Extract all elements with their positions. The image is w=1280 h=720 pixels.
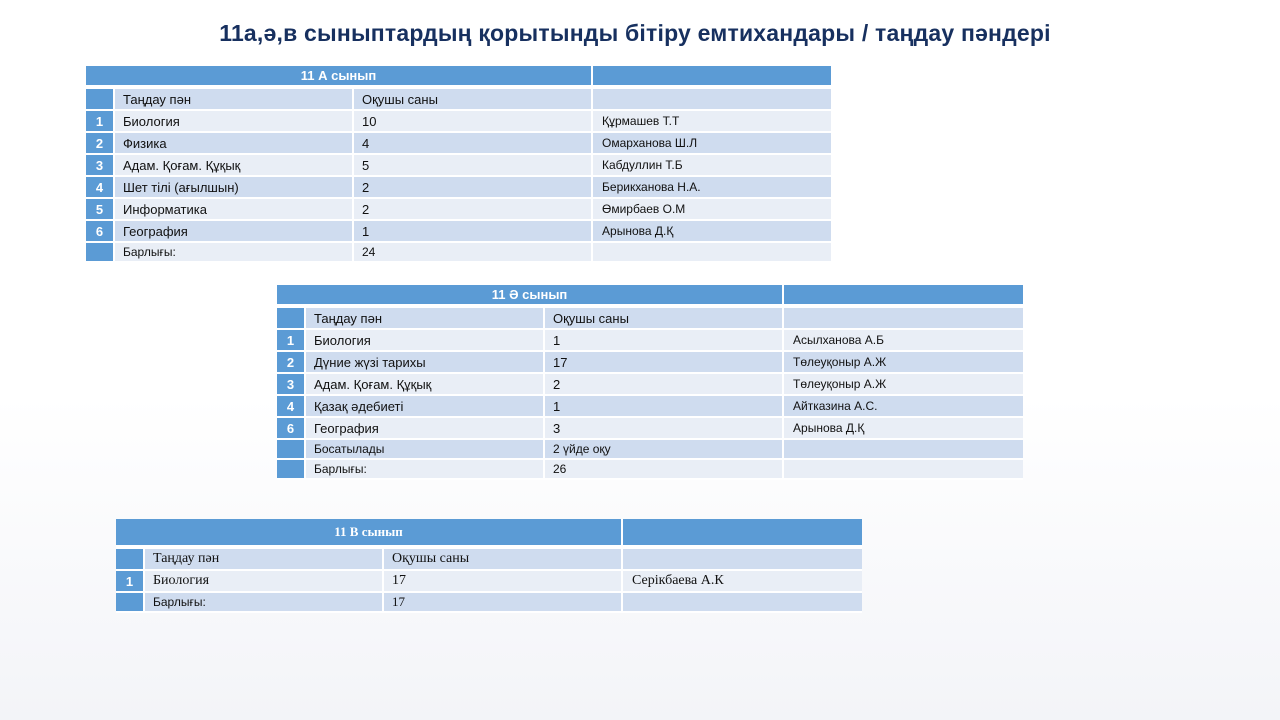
table-row	[86, 199, 831, 221]
row-number: 6	[86, 221, 115, 243]
count-cell: 17	[384, 571, 623, 593]
count-cell: 1	[545, 396, 784, 418]
subject-cell: Информатика	[115, 199, 354, 221]
row-number: 1	[86, 111, 115, 133]
count-cell: 2	[354, 177, 593, 199]
teacher-cell: Құрмашев Т.Т	[593, 111, 831, 133]
exempt-label: Босатылады	[306, 440, 545, 460]
teacher-cell: Төлеуқоныр А.Ж	[784, 374, 1023, 396]
subject-cell: География	[115, 221, 354, 243]
class-a-column-headers	[86, 89, 831, 111]
row-number: 4	[277, 396, 306, 418]
row-number: 1	[277, 330, 306, 352]
class-v-heading: 11 В сынып	[116, 519, 623, 549]
teacher-cell: Асылханова А.Б	[784, 330, 1023, 352]
teacher-cell: Арынова Д.Қ	[593, 221, 831, 243]
class-a-header-row	[86, 66, 831, 89]
teacher-cell: Кабдуллин Т.Б	[593, 155, 831, 177]
row-number: 4	[86, 177, 115, 199]
table-row	[277, 396, 1023, 418]
class-a-table	[86, 66, 831, 263]
subject-cell: Физика	[115, 133, 354, 155]
column-subject-header: Таңдау пән	[145, 549, 384, 571]
row-number: 5	[86, 199, 115, 221]
row-number: 6	[277, 418, 306, 440]
total-row	[116, 593, 862, 613]
page-title: 11а,ә,в сыныптардың қорытынды бітіру емтихандары / таңдау пәндері	[219, 20, 1051, 46]
table-row	[277, 374, 1023, 396]
total-value: 17	[384, 593, 623, 613]
class-ae-header-row	[277, 285, 1023, 308]
column-subject-header: Таңдау пән	[115, 89, 354, 111]
count-cell: 3	[545, 418, 784, 440]
total-label: Барлығы:	[145, 593, 384, 613]
class-a-heading: 11 А сынып	[86, 66, 593, 89]
class-v-table	[116, 519, 862, 613]
total-value: 24	[354, 243, 593, 263]
exempt-value: 2 үйде оқу	[545, 440, 784, 460]
table-row	[86, 133, 831, 155]
teacher-cell: Берикханова Н.А.	[593, 177, 831, 199]
class-ae-column-headers	[277, 308, 1023, 330]
row-number: 3	[277, 374, 306, 396]
column-count-header: Оқушы саны	[354, 89, 593, 111]
total-value: 26	[545, 460, 784, 480]
table-row	[86, 177, 831, 199]
row-number: 2	[86, 133, 115, 155]
subject-cell: Адам. Қоғам. Құқық	[115, 155, 354, 177]
subject-cell: Биология	[115, 111, 354, 133]
total-label: Барлығы:	[115, 243, 354, 263]
count-cell: 2	[545, 374, 784, 396]
subject-cell: Дүние жүзі тарихы	[306, 352, 545, 374]
subject-cell: Биология	[145, 571, 384, 593]
class-v-header-row	[116, 519, 862, 549]
count-cell: 10	[354, 111, 593, 133]
table-row	[277, 352, 1023, 374]
total-row	[277, 460, 1023, 480]
subject-cell: География	[306, 418, 545, 440]
subject-cell: Адам. Қоғам. Құқық	[306, 374, 545, 396]
count-cell: 5	[354, 155, 593, 177]
teacher-cell: Арынова Д.Қ	[784, 418, 1023, 440]
teacher-cell: Айтказина А.С.	[784, 396, 1023, 418]
count-cell: 1	[354, 221, 593, 243]
count-cell: 4	[354, 133, 593, 155]
column-count-header: Оқушы саны	[545, 308, 784, 330]
teacher-cell: Омарханова Ш.Л	[593, 133, 831, 155]
table-row	[86, 111, 831, 133]
teacher-cell: Өмирбаев О.М	[593, 199, 831, 221]
count-cell: 2	[354, 199, 593, 221]
table-row	[277, 330, 1023, 352]
count-cell: 17	[545, 352, 784, 374]
total-row	[86, 243, 831, 263]
class-v-column-headers	[116, 549, 862, 571]
subject-cell: Биология	[306, 330, 545, 352]
table-row	[116, 571, 862, 593]
column-subject-header: Таңдау пән	[306, 308, 545, 330]
table-row	[86, 155, 831, 177]
teacher-cell: Төлеуқоныр А.Ж	[784, 352, 1023, 374]
class-ae-heading: 11 Ә сынып	[277, 285, 784, 308]
column-count-header: Оқушы саны	[384, 549, 623, 571]
teacher-cell: Серікбаева А.К	[623, 571, 862, 593]
total-label: Барлығы:	[306, 460, 545, 480]
row-number: 2	[277, 352, 306, 374]
table-row	[277, 418, 1023, 440]
row-number: 1	[116, 571, 145, 593]
subject-cell: Қазақ әдебиеті	[306, 396, 545, 418]
count-cell: 1	[545, 330, 784, 352]
row-number: 3	[86, 155, 115, 177]
class-ae-table	[277, 285, 1023, 480]
subject-cell: Шет тілі (ағылшын)	[115, 177, 354, 199]
exempt-row	[277, 440, 1023, 460]
table-row	[86, 221, 831, 243]
